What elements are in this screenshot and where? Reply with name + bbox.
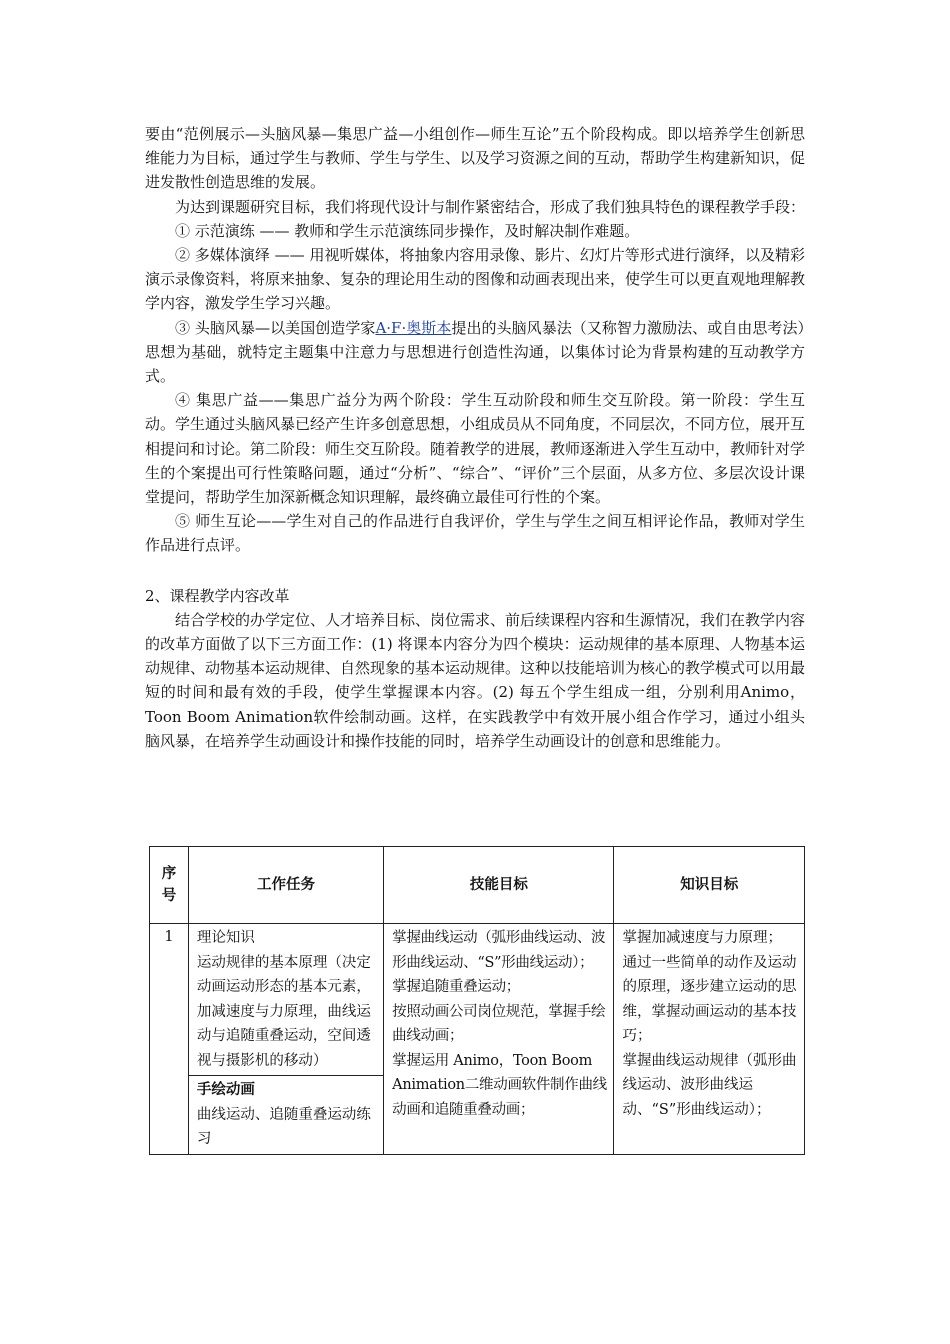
- table-header-row: [150, 847, 805, 924]
- task-theory-cell: [188, 924, 383, 1076]
- task-theory-body: 运动规律的基本原理（决定动画运动形态的基本元素，加减速度与力原理，曲线运动与追随重叠运动，空间透视与摄影机的移动）: [196, 954, 371, 1069]
- header-task: 工作任务: [188, 847, 383, 924]
- knowledge-item: 掌握加减速度与力原理；: [622, 930, 782, 946]
- task-handdrawn-title: 手绘动画: [196, 1081, 255, 1098]
- header-number: [150, 847, 189, 924]
- brainstorm-text-after: 提出的头脑风暴法（又称智力激励法、或自由思考法）思想为基础，就特定主题集中注意力与思想进行创造性沟通，以集体讨论为背景构建的互动教学方式。: [145, 318, 805, 386]
- skill-item: 掌握曲线运动（弧形曲线运动、波形曲线运动、“S”形曲线运动）；: [392, 930, 606, 971]
- paragraph-teaching-means: 为达到课题研究目标，我们将现代设计与制作紧密结合，形成了我们独具特色的课程教学手段：: [175, 197, 806, 216]
- task-theory-title: 理论知识: [196, 930, 255, 946]
- skill-item: 掌握追随重叠运动；: [392, 979, 520, 995]
- skill-item: 掌握运用 Animo，Toon Boom Animation二维动画软件制作曲线动画和追随重叠动画；: [392, 1052, 607, 1118]
- paragraph-mutual-review: ⑤ 师生互论——学生对自己的作品进行自我评价，学生与学生之间互相评论作品，教师对学生作品进行点评。: [145, 512, 805, 555]
- paragraph-content-reform: 结合学校的办学定位、人才培养目标、岗位需求、前后续课程内容和生源情况，我们在教学内容的改革方面做了以下三方面工作：(1) 将课本内容分为四个模块：运动规律的基本原理、人物基本运动规律、动物基本运动规律、自然现象的基本运动规律。这种以技能培训为核心的教学模式可以用最短的时间和最有效的手段，使学生掌握课本内容。(2) 每五个学生组成一组，分别利用Animo，Toon Boom Animation软件绘制动画。这样，在实践教学中有效开展小组合作学习，通过小组头脑风暴，在培养学生动画设计和操作技能的同时，培养学生动画设计的创意和思维能力。: [145, 610, 806, 750]
- brainstorm-text-before: ③ 头脑风暴—以美国创造学家: [175, 318, 376, 337]
- document-body: [145, 122, 805, 753]
- paragraph-intro: 要由“范例展示—头脑风暴—集思广益—小组创作—师生互论”五个阶段构成。即以培养学生创新思维能力为目标，通过学生与教师、学生与学生、以及学习资源之间的互动，帮助学生构建新知识，促进发散性创造思维的发展。: [145, 125, 806, 192]
- paragraph-demo: ① 示范演练 —— 教师和学生示范演练同步操作，及时解决制作难题。: [175, 221, 640, 240]
- paragraph-multimedia: ② 多媒体演绎 —— 用视听媒体，将抽象内容用录像、影片、幻灯片等形式进行演绎，以及精彩演示录像资料，将原来抽象、复杂的理论用生动的图像和动画表现出来，使学生可以更直观地理解教学内容，激发学生学习兴趣。: [145, 246, 806, 313]
- skill-item: 按照动画公司岗位规范，掌握手绘曲线动画；: [392, 1003, 606, 1044]
- header-skill: 技能目标: [384, 847, 614, 924]
- section-heading-content-reform: 2、课程教学内容改革: [145, 586, 290, 605]
- header-number-a: 序: [161, 865, 177, 882]
- skill-cell: [384, 924, 614, 1155]
- knowledge-item: 通过一些简单的动作及运动的原理，逐步建立运动的思维，掌握动画运动的基本技巧；: [622, 954, 797, 1044]
- course-task-table: [149, 846, 805, 1155]
- osborn-link[interactable]: A·F·奥斯本: [375, 318, 452, 337]
- row-number: 1: [150, 924, 189, 1155]
- paragraph-collective: ④ 集思广益——集思广益分为两个阶段：学生互动阶段和师生交互阶段。第一阶段：学生互动。学生通过头脑风暴已经产生许多创意思想，小组成员从不同角度，不同层次，不同方位，展开互相提问和讨论。第二阶段：师生交互阶段。随着教学的进展，教师逐渐进入学生互动中，教师针对学生的个案提出可行性策略问题，通过“分析”、“综合”、“评价”三个层面，从多方位、多层次设计课堂提问，帮助学生加深新概念知识理解，最终确立最佳可行性的个案。: [145, 391, 806, 507]
- task-handdrawn-body: 曲线运动、追随重叠运动练习: [196, 1106, 371, 1147]
- header-knowledge: 知识目标: [614, 847, 805, 924]
- paragraph-brainstorm: [145, 316, 805, 389]
- task-handdrawn-cell: [188, 1076, 383, 1155]
- knowledge-item: 掌握曲线运动规律（弧形曲线运动、波形曲线运动、“S”形曲线运动）；: [622, 1052, 797, 1118]
- table-row: [150, 924, 805, 1076]
- knowledge-cell: [614, 924, 805, 1155]
- header-number-b: 号: [161, 887, 177, 904]
